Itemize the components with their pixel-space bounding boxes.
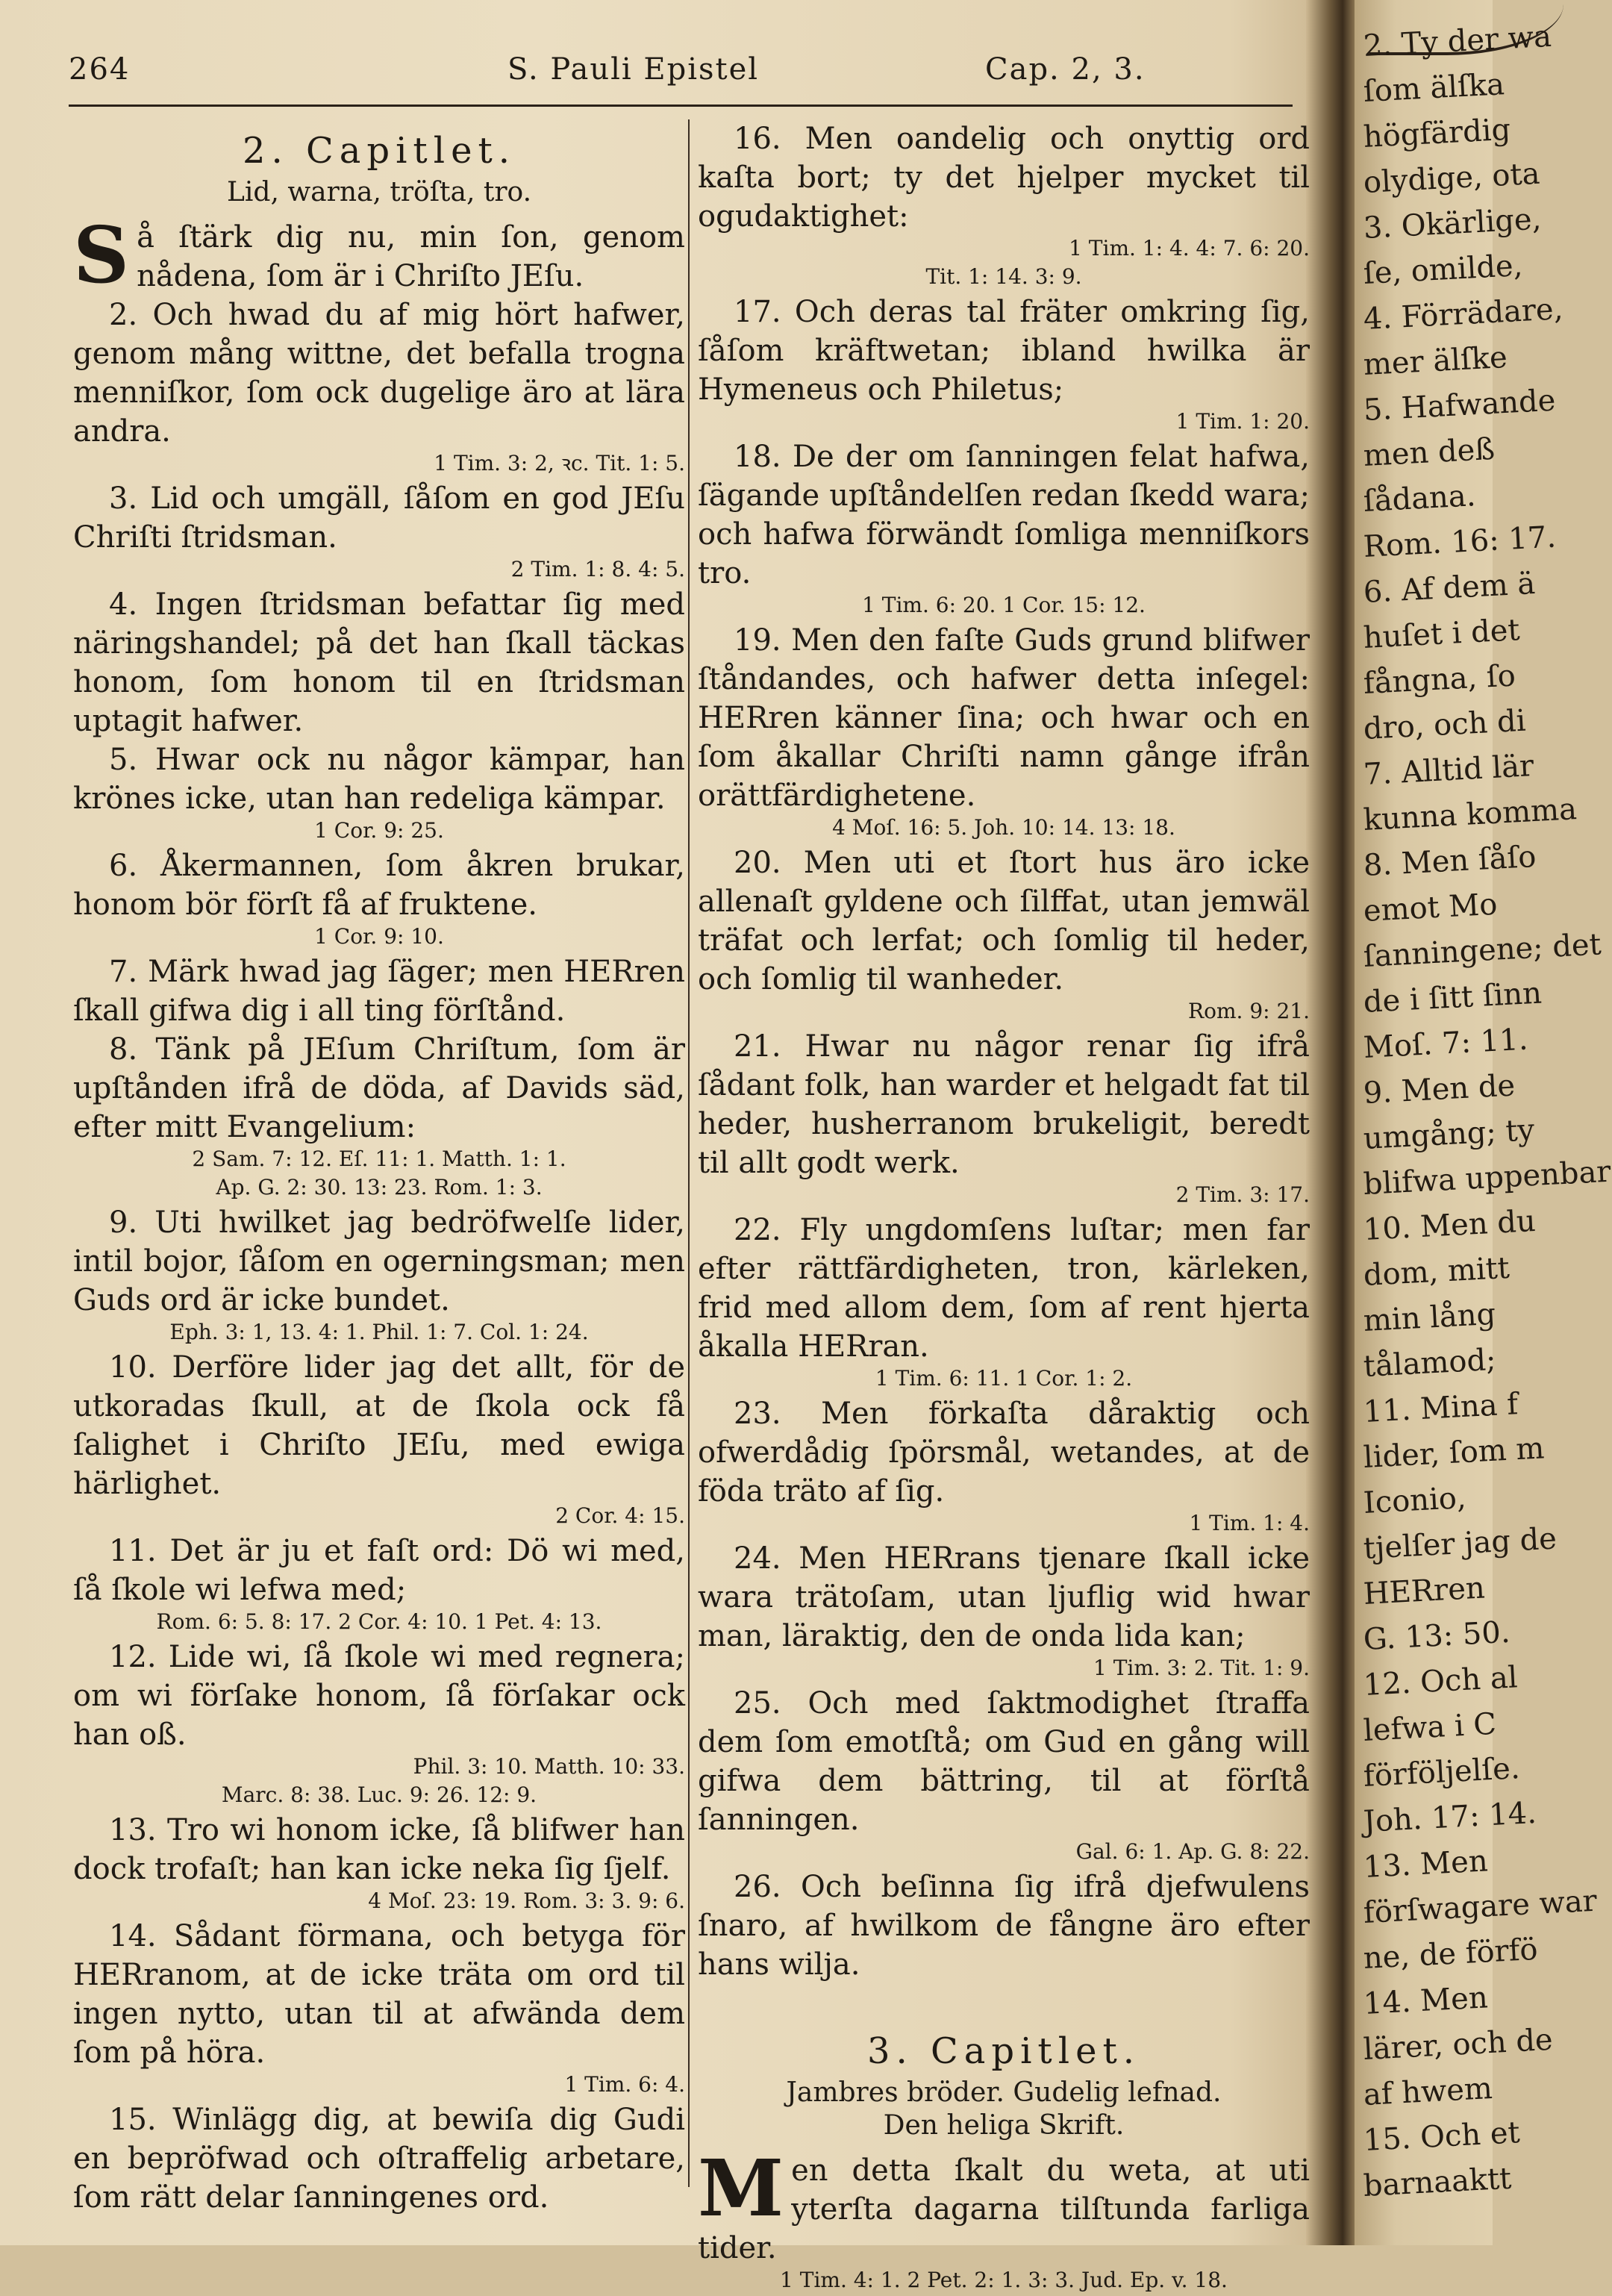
chapter-2-opening bbox=[73, 209, 685, 301]
verse-9: 9. Uti hwilket jag bedröfwelſe lider, intil bojor, ſåſom en ogerningsman; men Guds ord är icke bundet. bbox=[73, 1205, 685, 1317]
verse-18: 18. De der om ſanningen felat hafwa, ſägande upſtåndelſen redan ſkedd wara; och hafwa förwändt ſomliga menniſkors tro. bbox=[698, 440, 1310, 590]
next-page-line: Joh. 17: 14. bbox=[1362, 1795, 1537, 1839]
verse-2: 2. Och hwad du af mig hört hafwer, genom mång wittne, det befalla trogna menniſkor, ſom ock dugelige äro at lära andra. bbox=[73, 298, 685, 449]
next-page-line: blifwa uppenbar bbox=[1362, 1154, 1612, 1202]
next-page-line: Iconio, bbox=[1362, 1480, 1467, 1520]
next-page-line: men deß bbox=[1362, 431, 1496, 473]
next-page-line: 11. Mina f bbox=[1362, 1387, 1519, 1429]
cross-reference: 1 Tim. 6: 20. 1 Cor. 15: 12. bbox=[862, 593, 1146, 617]
verse-26: 26. Och beſinna ſig ifrå djefwulens ſnaro, af hwilkom de fångne äro efter hans wilja. bbox=[698, 1870, 1310, 1982]
next-page-line: G. 13: 50. bbox=[1362, 1615, 1511, 1657]
verse-24: 24. Men HERrans tjenare ſkall icke wara trätoſam, utan ljuflig wid hwar man, läraktig, den de onda lida kan; bbox=[698, 1541, 1310, 1653]
next-page-line: kunna komma bbox=[1362, 792, 1578, 837]
next-page-line: 13. Men bbox=[1362, 1844, 1489, 1885]
next-page-line: förſwagare war bbox=[1362, 1883, 1598, 1930]
next-page-line: umgång; ty bbox=[1362, 1113, 1536, 1156]
cross-reference: 1 Cor. 9: 25. bbox=[314, 818, 444, 843]
next-page-line: 8. Men ſåſo bbox=[1362, 839, 1537, 883]
verse-10: 10. Derföre lider jag det allt, för de utkoradas ſkull, at de ſkola ock få ſalighet i Chriſto JEſu, med ewiga härlighet. bbox=[73, 1350, 685, 1501]
verse-19: 19. Men den faſte Guds grund blifwer ſtåndandes, och hafwer detta inſegel: HERren känner ſina; och hwar och en ſom åkallar Chriſti namn gånge ifrån orättfärdighetene. bbox=[698, 623, 1310, 813]
cross-reference: 1 Tim. 1: 20. bbox=[1175, 409, 1310, 434]
next-page-line: huſet i det bbox=[1362, 613, 1521, 655]
page-number: 264 bbox=[69, 52, 131, 87]
cross-reference: 1 Tim. 1: 4. bbox=[1189, 1511, 1310, 1535]
chapter-gap bbox=[698, 1984, 1310, 2020]
cross-reference: 2 Tim. 3: 17. bbox=[1175, 1182, 1310, 1207]
verse-7: 7. Märk hwad jag ſäger; men HERren ſkall gifwa dig i all ting förſtånd. bbox=[73, 955, 685, 1028]
next-page-line: olydige, ota bbox=[1362, 156, 1541, 200]
verse-25: 25. Och med ſaktmodighet ſtraffa dem ſom emotſtå; om Gud en gång will gifwa dem bättring, til at förſtå ſanningen. bbox=[698, 1686, 1310, 1837]
next-page-line: 5. Hafwande bbox=[1362, 383, 1557, 428]
next-page-line: 3. Okärlige, bbox=[1362, 202, 1543, 246]
next-page-line: ſom älſka bbox=[1362, 67, 1506, 109]
left-column bbox=[73, 119, 685, 2217]
next-page-line: Moſ. 7: 11. bbox=[1362, 1022, 1529, 1065]
chapter-3-summary-line: Den heliga Skrift. bbox=[883, 2110, 1125, 2141]
next-page-line: 9. Men de bbox=[1362, 1068, 1516, 1111]
next-page-line: min lång bbox=[1362, 1297, 1497, 1338]
next-page-line: mer älſke bbox=[1362, 340, 1508, 382]
running-title: S. Pauli Epistel bbox=[507, 52, 760, 87]
cross-reference: 1 Tim. 6: 11. 1 Cor. 1: 2. bbox=[875, 1366, 1133, 1391]
verse-1: å ſtärk dig nu, min ſon, genom nådena, ſom är i Chriſto JEſu. bbox=[137, 220, 685, 293]
right-column bbox=[698, 119, 1310, 2296]
next-page-line: 7. Alltid lär bbox=[1362, 749, 1535, 792]
next-page-line: dom, mitt bbox=[1362, 1250, 1511, 1293]
column-divider bbox=[688, 119, 690, 2187]
cross-reference: Phil. 3: 10. Matth. 10: 33. bbox=[413, 1754, 685, 1779]
next-page-line: tjelſer jag de bbox=[1362, 1521, 1558, 1566]
cross-reference: 2 Sam. 7: 12. Eſ. 11: 1. Matth. 1: 1. bbox=[192, 1147, 566, 1171]
cross-reference: Ap. G. 2: 30. 13: 23. Rom. 1: 3. bbox=[216, 1175, 543, 1200]
next-page-line: ne, de förfö bbox=[1362, 1932, 1539, 1976]
next-page-line: 2. Ty der wa bbox=[1362, 19, 1552, 63]
chapter-3-title: 3. Capitlet. bbox=[866, 2030, 1141, 2072]
verse-17: 17. Och deras tal fräter omkring ſig, ſåſom kräftwetan; ibland hwilka är Hymeneus och Philetus; bbox=[698, 295, 1310, 407]
verse-8: 8. Tänk på JEſum Chriſtum, ſom är upſtånden ifrå de döda, af Davids säd, efter mitt Evangelium: bbox=[73, 1032, 685, 1144]
next-page-line: 10. Men du bbox=[1362, 1203, 1537, 1247]
next-page-line: lider, ſom m bbox=[1362, 1431, 1546, 1475]
verse-4: 4. Ingen ſtridsman befattar ſig med näringshandel; på det han ſkall täckas honom, ſom honom til en ſtridsman uptagit hafwer. bbox=[73, 587, 685, 738]
next-page-line: 14. Men bbox=[1362, 1980, 1489, 2021]
cross-reference: 2 Cor. 4: 15. bbox=[555, 1503, 685, 1528]
drop-cap-letter: S bbox=[73, 209, 130, 301]
chapter-2-summary: Lid, warna, tröſta, tro. bbox=[226, 177, 532, 208]
verse-12: 12. Lide wi, ſå ſkole wi med regnera; om wi förſake honom, ſå förſakar ock han oß. bbox=[73, 1640, 685, 1752]
next-page-line: 4. Förrädare, bbox=[1362, 292, 1564, 337]
next-page-line: barnaaktt bbox=[1362, 2161, 1513, 2203]
next-page-line: 12. Och al bbox=[1362, 1660, 1519, 1703]
next-page-line: 15. Och et bbox=[1362, 2115, 1521, 2158]
next-page-line: lefwa i C bbox=[1362, 1706, 1498, 1748]
next-page-line: ſådana. bbox=[1362, 478, 1477, 519]
cross-reference: Marc. 8: 38. Luc. 9: 26. 12: 9. bbox=[221, 1782, 537, 1807]
next-page-line: lärer, och de bbox=[1362, 2022, 1554, 2067]
cross-reference: Tit. 1: 14. 3: 9. bbox=[925, 264, 1082, 289]
verse-11: 11. Det är ju et faſt ord: Dö wi med, ſå ſkole wi lefwa med; bbox=[73, 1534, 685, 1607]
next-page-line: HERren bbox=[1362, 1570, 1486, 1612]
cross-reference: 1 Tim. 4: 1. 2 Pet. 2: 1. 3: 3. Jud. Ep. v. 18. bbox=[780, 2268, 1228, 2292]
cross-reference: 1 Tim. 6: 4. bbox=[564, 2072, 685, 2097]
chapter-3-summary bbox=[698, 2077, 1310, 2142]
verse-5: 5. Hwar ock nu någor kämpar, han krönes icke, utan han redeliga kämpar. bbox=[73, 743, 685, 816]
next-page-line: dro, och di bbox=[1362, 703, 1527, 746]
chapter-3-summary-line: Jambres bröder. Gudelig lefnad. bbox=[786, 2077, 1222, 2108]
cross-reference: Rom. 9: 21. bbox=[1188, 999, 1310, 1023]
cross-reference: 2 Tim. 1: 8. 4: 5. bbox=[510, 557, 685, 581]
chapter-2-title: 2. Capitlet. bbox=[242, 130, 516, 172]
verse-13: 13. Tro wi honom icke, ſå blifwer han dock trofaſt; han kan icke neka ſig ſjelf. bbox=[73, 1813, 685, 1886]
next-page-line: tålamod; bbox=[1362, 1342, 1497, 1384]
cross-reference: 4 Moſ. 23: 19. Rom. 3: 3. 9: 6. bbox=[368, 1888, 685, 1913]
next-page-line: 6. Af dem ä bbox=[1362, 566, 1537, 610]
cross-reference: 4 Moſ. 16: 5. Joh. 10: 14. 13: 18. bbox=[832, 815, 1175, 840]
next-page-line: emot Mo bbox=[1362, 887, 1499, 929]
verse-16: 16. Men oandelig och onyttig ord kaſta bort; ty det hjelper mycket til ogudaktighet: bbox=[698, 122, 1310, 234]
next-page-line: de i ſitt ſinn bbox=[1362, 976, 1543, 1020]
next-page-line: ſe, omilde, bbox=[1362, 248, 1524, 291]
cross-reference: Gal. 6: 1. Ap. G. 8: 22. bbox=[1075, 1839, 1310, 1864]
verse-6: 6. Åkermannen, ſom åkren brukar, honom bör förſt få af fruktene. bbox=[73, 849, 685, 922]
header-rule bbox=[69, 104, 1293, 107]
next-page-line: af hwem bbox=[1362, 2071, 1493, 2112]
next-page-edge bbox=[1355, 0, 1612, 2245]
next-page-line: ſanningene; det bbox=[1362, 927, 1602, 974]
verse-15: 15. Winlägg dig, at bewiſa dig Gudi en bepröfwad och oſtraffelig arbetare, ſom rätt delar ſanningenes ord. bbox=[73, 2103, 685, 2215]
drop-cap-letter: M bbox=[698, 2142, 784, 2234]
chapter-3-verse-1: en detta ſkalt du weta, at uti yterſta dagarna tilſtunda farliga tider. bbox=[698, 2153, 1310, 2265]
verse-22: 22. Fly ungdomſens luſtar; men far efter rättfärdigheten, tron, kärleken, frid med allom dem, ſom af rent hjerta åkalla HERran. bbox=[698, 1213, 1310, 1364]
next-page-line: Rom. 16: 17. bbox=[1362, 520, 1558, 564]
verse-3: 3. Lid och umgäll, ſåſom en god JEſu Chriſti ſtridsman. bbox=[73, 481, 685, 555]
cross-reference: Rom. 6: 5. 8: 17. 2 Cor. 4: 10. 1 Pet. 4: 13. bbox=[156, 1609, 602, 1634]
cross-reference: 1 Cor. 9: 10. bbox=[314, 924, 444, 949]
cross-reference: 1 Tim. 1: 4. 4: 7. 6: 20. bbox=[1069, 236, 1310, 261]
chapter-reference: Cap. 2, 3. bbox=[985, 52, 1146, 87]
next-page-line: högfärdig bbox=[1362, 112, 1512, 155]
next-page-line: förföljelſe. bbox=[1362, 1751, 1521, 1794]
chapter-3-opening bbox=[698, 2142, 1310, 2268]
verse-20: 20. Men uti et ſtort hus äro icke allenaſt gyldene och ſilffat, utan jemwäl träfat och lerfat; och ſomlig til heder, och ſomlig til wanheder. bbox=[698, 846, 1310, 996]
book-gutter bbox=[1306, 0, 1358, 2245]
verse-14: 14. Sådant förmana, och betyga för HERranom, at de icke träta om ord til ingen nytto, utan til at afwända dem ſom på höra. bbox=[73, 1919, 685, 2070]
verse-21: 21. Hwar nu någor renar ſig ifrå ſådant folk, han warder et helgadt fat til heder, husherranom brukeligit, beredt til allt godt werk. bbox=[698, 1029, 1310, 1180]
cross-reference: 1 Tim. 3: 2, ꝛc. Tit. 1: 5. bbox=[434, 451, 685, 475]
next-page-line: fångna, ſo bbox=[1362, 658, 1516, 701]
cross-reference: Eph. 3: 1, 13. 4: 1. Phil. 1: 7. Col. 1: 24. bbox=[169, 1320, 589, 1344]
cross-reference: 1 Tim. 3: 2. Tit. 1: 9. bbox=[1093, 1656, 1310, 1680]
verse-23: 23. Men förkaſta dåraktig och ofwerdådig ſpörsmål, wetandes, at de föda träto af ſig. bbox=[698, 1397, 1310, 1509]
